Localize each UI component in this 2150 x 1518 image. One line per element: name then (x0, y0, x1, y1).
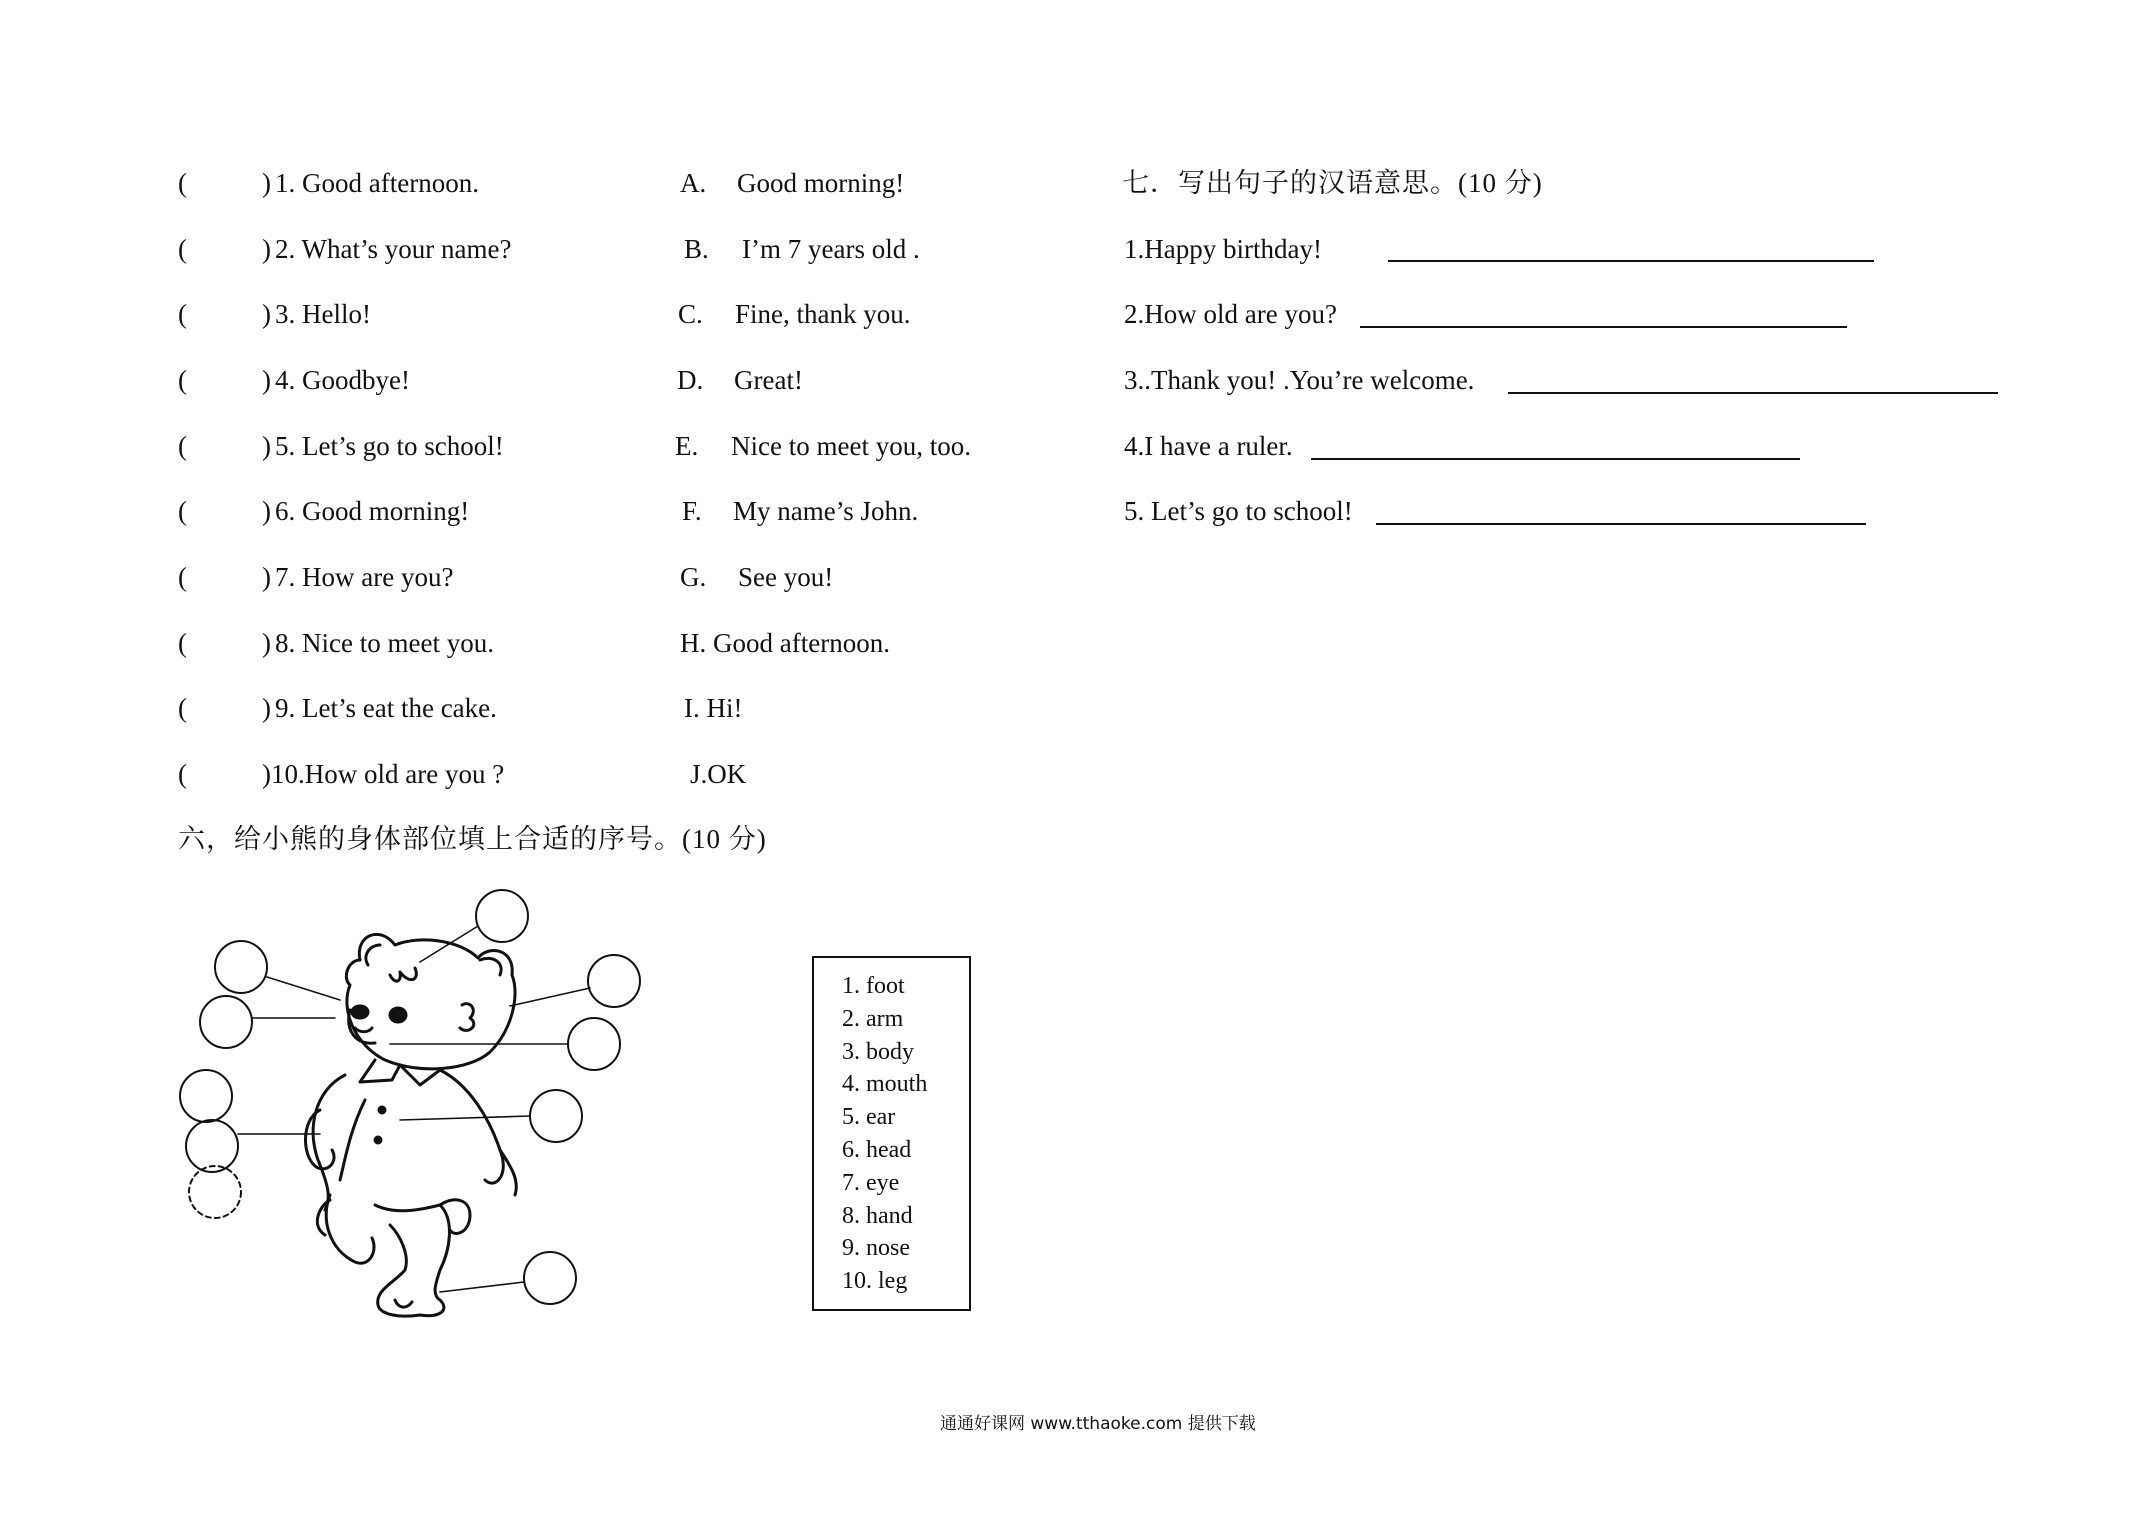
label-circle (200, 996, 252, 1048)
answer-text: Good morning! (737, 168, 905, 198)
body-parts-list (812, 956, 971, 1311)
answer-text: Nice to meet you, too. (731, 431, 971, 461)
sentence: 3..Thank you! .You’re welcome. (1124, 365, 1475, 395)
sentence: 4.I have a ruler. (1124, 431, 1293, 461)
answer-letter: H. Good afternoon. (680, 628, 890, 658)
list-item: 5. ear (842, 1104, 896, 1131)
answer-line[interactable] (1311, 458, 1800, 460)
question-text: ) 7. How are you? (262, 562, 454, 592)
answer-text: Fine, thank you. (735, 299, 911, 329)
answer-paren-open: ( (178, 299, 187, 329)
answer-letter: J.OK (690, 759, 747, 789)
label-circle (568, 1018, 620, 1070)
sentence: 5. Let’s go to school! (1124, 496, 1353, 526)
answer-paren-open: ( (178, 234, 187, 264)
label-circle (524, 1252, 576, 1304)
answer-letter: I. Hi! (684, 693, 743, 723)
question-text: )10.How old are you ? (262, 759, 505, 789)
answer-paren-open: ( (178, 168, 187, 198)
list-item: 10. leg (842, 1268, 908, 1295)
answer-letter: F. (682, 496, 702, 526)
answer-paren-open: ( (178, 693, 187, 723)
question-text: ) 5. Let’s go to school! (262, 431, 504, 461)
answer-text: My name’s John. (733, 496, 919, 526)
list-item: 8. hand (842, 1202, 913, 1229)
label-circle (180, 1070, 232, 1122)
question-text: ) 3. Hello! (262, 299, 371, 329)
sentence: 2.How old are you? (1124, 299, 1337, 329)
answer-paren-open: ( (178, 628, 187, 658)
answer-line[interactable] (1360, 326, 1847, 328)
answer-letter: G. (680, 562, 707, 592)
answer-line[interactable] (1376, 523, 1866, 525)
section-6-title: 六，给小熊的身体部位填上合适的序号。(10 分) (178, 824, 767, 854)
question-text: ) 8. Nice to meet you. (262, 628, 494, 658)
list-item: 3. body (842, 1038, 914, 1065)
label-circle (588, 955, 640, 1007)
sentence: 1.Happy birthday! (1124, 234, 1322, 264)
list-item: 1. foot (842, 973, 905, 999)
answer-text: I’m 7 years old . (742, 234, 920, 264)
list-item: 6. head (842, 1136, 912, 1163)
list-item: 9. nose (842, 1235, 910, 1262)
label-circle (189, 1166, 241, 1218)
label-circle (530, 1090, 582, 1142)
answer-paren-open: ( (178, 759, 187, 789)
question-text: ) 2. What’s your name? (262, 234, 512, 264)
answer-text: Great! (734, 365, 803, 395)
label-circle (186, 1120, 238, 1172)
label-circle (215, 941, 267, 993)
section-7-title: 七．写出句子的汉语意思。(10 分) (1122, 168, 1543, 198)
list-item: 7. eye (842, 1169, 900, 1196)
answer-paren-open: ( (178, 431, 187, 461)
answer-letter: B. (684, 234, 709, 264)
list-item: 2. arm (842, 1005, 904, 1032)
answer-line[interactable] (1388, 260, 1874, 262)
answer-text: See you! (738, 562, 834, 592)
question-text: ) 4. Goodbye! (262, 365, 410, 395)
answer-letter: C. (678, 299, 703, 329)
question-text: ) 1. Good afternoon. (262, 168, 479, 198)
answer-paren-open: ( (178, 562, 187, 592)
answer-paren-open: ( (178, 496, 187, 526)
answer-paren-open: ( (178, 365, 187, 395)
question-text: ) 6. Good morning! (262, 496, 470, 526)
answer-line[interactable] (1508, 392, 1998, 394)
answer-letter: D. (677, 365, 704, 395)
label-circle (476, 890, 528, 942)
answer-letter: E. (675, 431, 699, 461)
answer-letter: A. (680, 168, 707, 198)
page-footer: 通通好课网 www.tthaoke.com 提供下载 (940, 1414, 1256, 1434)
list-item: 4. mouth (842, 1071, 928, 1098)
question-text: ) 9. Let’s eat the cake. (262, 693, 497, 723)
